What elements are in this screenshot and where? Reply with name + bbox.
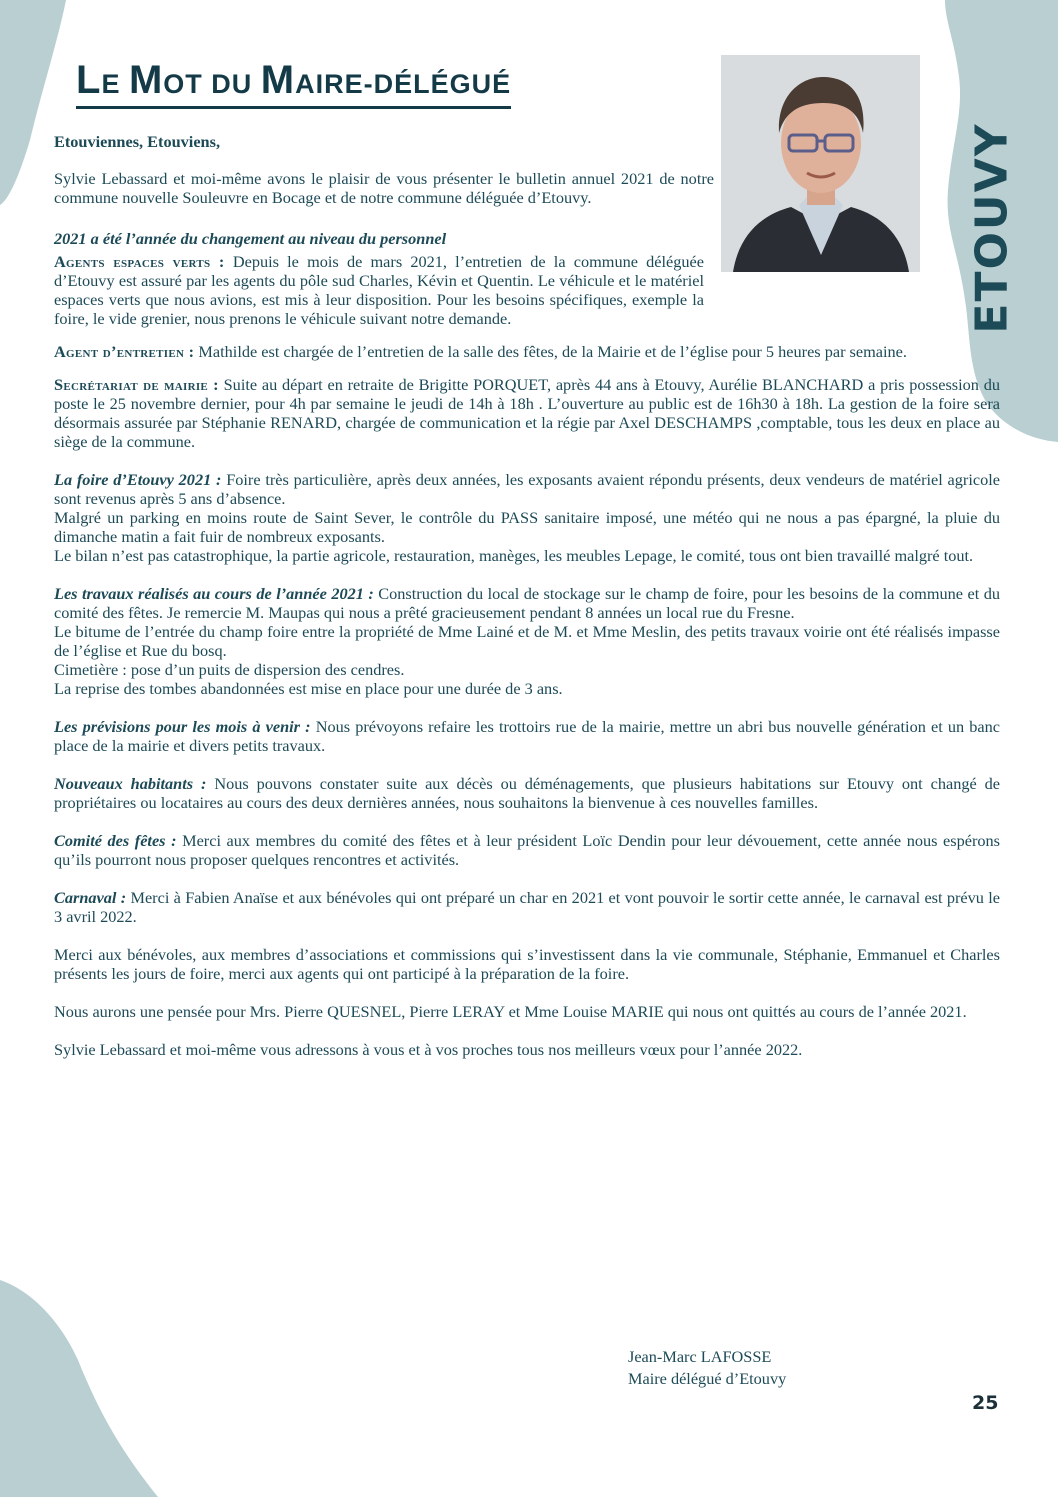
title-initial-m: M (128, 58, 164, 102)
section-line: Malgré un parking en moins route de Saint Sever, le contrôle du PASS sanitaire imposé, une météo qui ne nous a pas épargné, la pluie du dimanche matin a fait fuir de nombreux exposants. (54, 508, 1000, 546)
section-label: Carnaval : (54, 888, 127, 907)
item-text: Mathilde est chargée de l’entretien de la salle des fêtes, de la Mairie et de l’église pour 5 heures par semaine. (194, 342, 907, 361)
item-text: Suite au départ en retraite de Brigitte PORQUET, après 44 ans à Etouvy, Aurélie BLANCHARD a pris possession du poste le 25 novembre dernier, pour 4h par semaine le jeudi de 14h à 18h . L’ouverture au public est de 16h30 à 18h. La gestion de la foire sera désormais assurée par Stéphanie RENARD, chargée de communication et la régie par Axel DESCHAMPS ,comptable, tous les deux en place au siège de la commune. (54, 375, 1000, 451)
personnel-item (54, 375, 1000, 451)
signature-name: Jean-Marc LAFOSSE (628, 1347, 772, 1366)
section-text: Nous pouvons constater suite aux décès ou déménagements, que plusieurs habitations sur Etouvy ont changé de propriétaires ou locataires au cours des deux dernières années, nous souhaitons la bienvenue à ces nouvelles familles. (54, 774, 1000, 812)
greeting: Etouviennes, Etouviens, (54, 132, 221, 151)
section-text: Merci aux membres du comité des fêtes et à leur président Loïc Dendin pour leur dévouement, cette année nous espérons qu’ils pourront nous proposer quelques rencontres et activités. (54, 831, 1000, 869)
title-part: OT DU (163, 69, 261, 99)
section-paragraph (54, 774, 1000, 812)
section-text: Merci à Fabien Anaïse et aux bénévoles qui ont préparé un char en 2021 et vont pouvoir le sortir cette année, le carnaval est prévu le 3 avril 2022. (54, 888, 1000, 926)
intro-paragraph: Sylvie Lebassard et moi-même avons le plaisir de vous présenter le bulletin annuel 2021 de notre commune nouvelle Souleuvre en Bocage et de notre commune déléguée d’Etouvy. (54, 169, 714, 207)
section-line: Cimetière : pose d’un puits de dispersion des cendres. (54, 660, 405, 679)
title-part: E (101, 69, 129, 99)
section-paragraph (54, 888, 1000, 926)
section-paragraph (54, 717, 1000, 755)
section-label: Nouveaux habitants : (54, 774, 207, 793)
personnel-heading: 2021 a été l’année du changement au niveau du personnel (54, 229, 447, 248)
section-label: Comité des fêtes : (54, 831, 177, 850)
section-label: Les travaux réalisés au cours de l’année 2021 : (54, 584, 374, 603)
section-paragraph (54, 470, 1000, 508)
section-label: La foire d’Etouvy 2021 : (54, 470, 222, 489)
personnel-item (54, 342, 969, 361)
item-label: Secrétariat de mairie : (54, 375, 219, 394)
section-text: Construction du local de stockage sur le champ de foire, pour les besoins de la commune et du comité des fêtes. Je remercie M. Maupas qui nous a prêté gracieusement pendant 8 années un local rue du Fresne. (54, 584, 1000, 622)
signature-role: Maire délégué d’Etouvy (628, 1369, 787, 1388)
side-label-text: ETOUVY (966, 122, 1018, 334)
title-part: AIRE-DÉLÉGUÉ (295, 69, 512, 99)
item-text: Depuis le mois de mars 2021, l’entretien de la commune déléguée d’Etouvy est assuré par les agents du pôle sud Charles, Kévin et Quentin. Le véhicule et le matériel espaces verts que nous avions, est mis à leur disposition. Pour les besoins spécifiques, exemple la foire, le vide grenier, nous prenons le véhicule suivant notre demande. (54, 252, 704, 328)
section-paragraph (54, 584, 1000, 622)
title-initial-m2: M (260, 58, 296, 102)
section-text: Foire très particulière, après deux années, les exposants avaient répondu présents, deux vendeurs de matériel agricole sont revenus après 5 ans d’absence. (54, 470, 1000, 508)
personnel-item (54, 252, 704, 328)
page-number: 25 (972, 1392, 999, 1414)
section-line: Le bitume de l’entrée du champ foire entre la propriété de Mme Lainé et de M. et Mme Meslin, des petits travaux voirie ont été réalisés impasse de l’église et Rue du bosq. (54, 622, 1000, 660)
section-paragraph (54, 831, 1000, 869)
signature-block (628, 1346, 786, 1390)
bottom-left-blob (0, 1280, 158, 1497)
title-initial-l: L (76, 58, 102, 102)
item-label: Agents espaces verts : (54, 252, 225, 271)
closing-paragraph: Sylvie Lebassard et moi-même vous adressons à vous et à vos proches tous nos meilleurs vœux pour l’année 2022. (54, 1040, 803, 1059)
article-body (54, 132, 1000, 1059)
section-label: Les prévisions pour les mois à venir : (54, 717, 311, 736)
page-title (76, 58, 511, 109)
section-text: Nous prévoyons refaire les trottoirs rue de la mairie, mettre un abri bus nouvelle génération et un banc place de la mairie et divers petits travaux. (54, 717, 1000, 755)
item-label: Agent d’entretien : (54, 342, 195, 361)
closing-paragraph: Merci aux bénévoles, aux membres d’associations et commissions qui s’investissent dans la vie communale, Stéphanie, Emmanuel et Charles présents les jours de foire, merci aux agents qui ont participé à la préparation de la foire. (54, 945, 1000, 983)
section-line: Le bilan n’est pas catastrophique, la partie agricole, restauration, manèges, les meubles Lepage, le comité, tous ont bien travaillé malgré tout. (54, 546, 974, 565)
closing-paragraph: Nous aurons une pensée pour Mrs. Pierre QUESNEL, Pierre LERAY et Mme Louise MARIE qui nous ont quittés au cours de l’année 2021. (54, 1002, 967, 1021)
section-line: La reprise des tombes abandonnées est mise en place pour une durée de 3 ans. (54, 679, 563, 698)
